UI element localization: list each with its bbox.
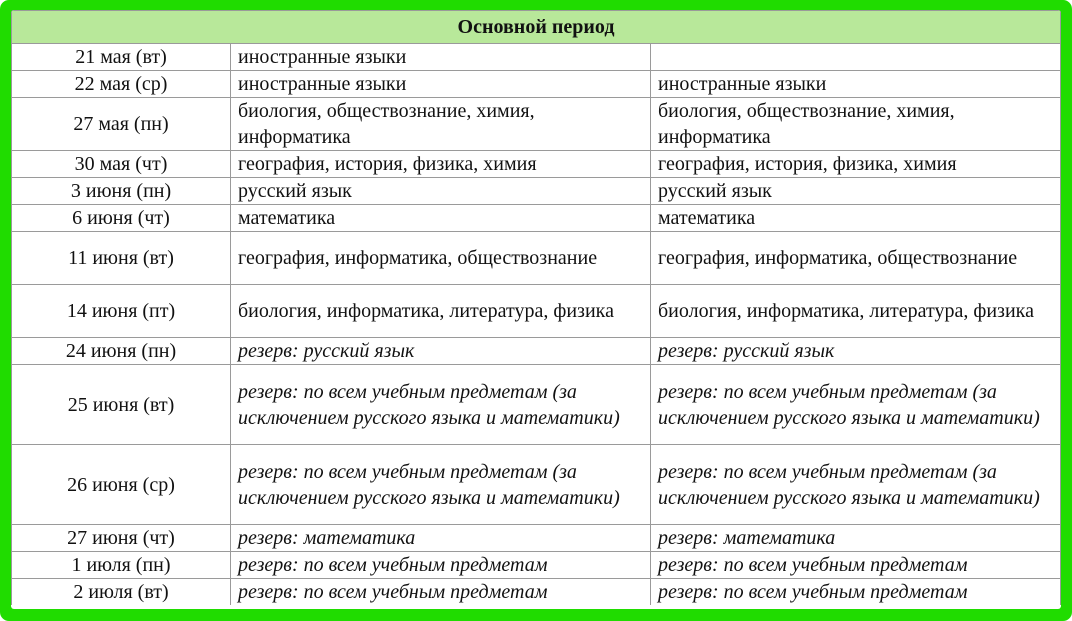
exam-date: 21 мая (вт) [12, 44, 231, 71]
subjects-column-2: география, информатика, обществознание [651, 232, 1061, 285]
subjects-column-2: резерв: по всем учебным предметам [651, 552, 1061, 579]
subjects-column-1: география, информатика, обществознание [231, 232, 651, 285]
subjects-column-2: резерв: по всем учебным предметам (за исключением русского языка и математики) [651, 365, 1061, 445]
subjects-column-2: резерв: по всем учебным предметам [651, 579, 1061, 606]
table-row [12, 365, 1061, 445]
exam-date: 27 мая (пн) [12, 98, 231, 151]
subjects-column-2: резерв: по всем учебным предметам (за исключением русского языка и математики) [651, 445, 1061, 525]
subjects-column-1: резерв: по всем учебным предметам (за исключением русского языка и математики) [231, 445, 651, 525]
subjects-column-2: резерв: математика [651, 525, 1061, 552]
exam-date: 30 мая (чт) [12, 151, 231, 178]
table-row [12, 525, 1061, 552]
subjects-column-1: резерв: русский язык [231, 338, 651, 365]
subjects-column-2: математика [651, 205, 1061, 232]
exam-date: 6 июня (чт) [12, 205, 231, 232]
exam-date: 27 июня (чт) [12, 525, 231, 552]
subjects-column-1: биология, информатика, литература, физика [231, 285, 651, 338]
subjects-column-1: биология, обществознание, химия, информатика [231, 98, 651, 151]
table-row [12, 232, 1061, 285]
table-row [12, 151, 1061, 178]
table-row [12, 552, 1061, 579]
table-row [12, 338, 1061, 365]
subjects-column-2: иностранные языки [651, 71, 1061, 98]
exam-date: 11 июня (вт) [12, 232, 231, 285]
exam-date: 26 июня (ср) [12, 445, 231, 525]
table-row [12, 44, 1061, 71]
subjects-column-1: иностранные языки [231, 44, 651, 71]
subjects-column-1: резерв: по всем учебным предметам [231, 552, 651, 579]
subjects-column-1: резерв: математика [231, 525, 651, 552]
subjects-column-2: география, история, физика, химия [651, 151, 1061, 178]
table-row [12, 285, 1061, 338]
table-row [12, 445, 1061, 525]
table-row [12, 98, 1061, 151]
subjects-column-1: резерв: по всем учебным предметам [231, 579, 651, 606]
schedule-rows [12, 44, 1061, 606]
exam-date: 22 мая (ср) [12, 71, 231, 98]
subjects-column-2 [651, 44, 1061, 71]
subjects-column-2: резерв: русский язык [651, 338, 1061, 365]
exam-date: 14 июня (пт) [12, 285, 231, 338]
subjects-column-1: русский язык [231, 178, 651, 205]
table-title: Основной период [12, 11, 1061, 44]
table-row [12, 205, 1061, 232]
subjects-column-1: математика [231, 205, 651, 232]
exam-date: 25 июня (вт) [12, 365, 231, 445]
schedule-container [11, 10, 1061, 609]
subjects-column-2: русский язык [651, 178, 1061, 205]
table-row [12, 579, 1061, 606]
subjects-column-2: биология, обществознание, химия, информатика [651, 98, 1061, 151]
exam-date: 1 июля (пн) [12, 552, 231, 579]
subjects-column-1: резерв: по всем учебным предметам (за исключением русского языка и математики) [231, 365, 651, 445]
exam-date: 3 июня (пн) [12, 178, 231, 205]
schedule-table [11, 10, 1061, 605]
table-row [12, 71, 1061, 98]
table-row [12, 178, 1061, 205]
subjects-column-2: биология, информатика, литература, физика [651, 285, 1061, 338]
subjects-column-1: иностранные языки [231, 71, 651, 98]
subjects-column-1: география, история, физика, химия [231, 151, 651, 178]
exam-date: 24 июня (пн) [12, 338, 231, 365]
exam-date: 2 июля (вт) [12, 579, 231, 606]
